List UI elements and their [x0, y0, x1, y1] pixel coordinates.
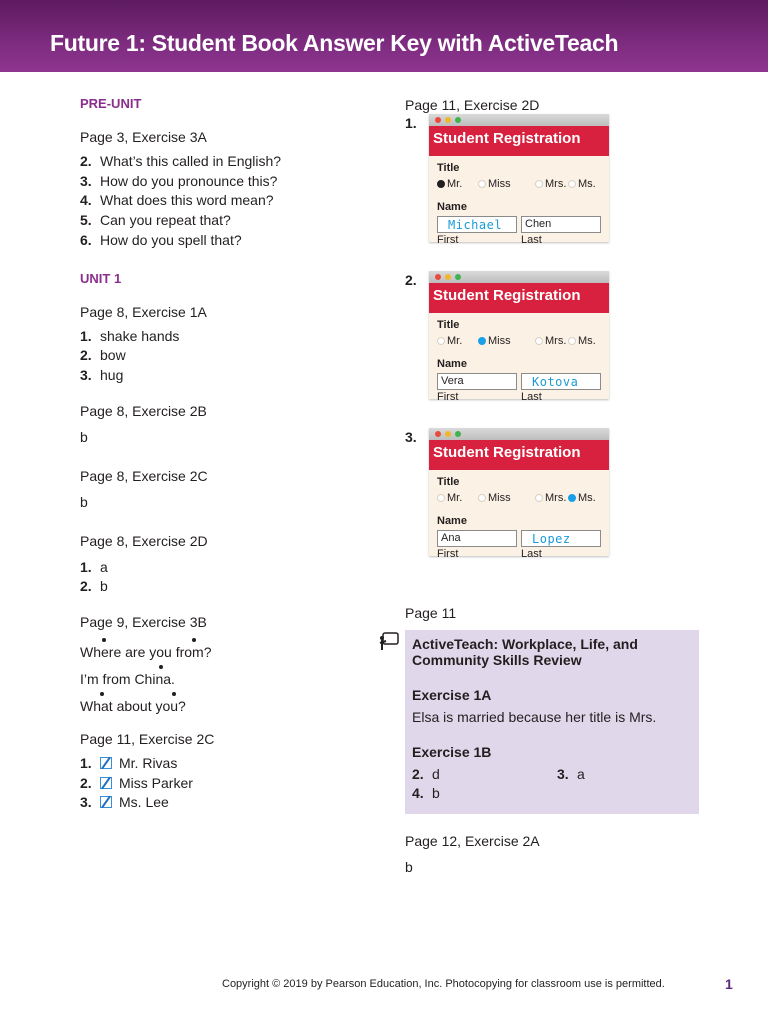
window-close-dot-icon — [435, 274, 441, 280]
radio-empty-icon — [478, 494, 486, 502]
exercise-heading: Page 3, Exercise 3A — [80, 129, 207, 145]
title-option-3: Mrs. — [535, 335, 566, 347]
first-name-field: Vera — [437, 373, 517, 390]
radio-empty-icon — [568, 337, 576, 345]
window-chrome — [429, 271, 609, 283]
list-item: 4. b — [412, 785, 440, 801]
window-minimize-dot-icon — [445, 117, 451, 123]
exercise-1b-answers — [412, 765, 699, 805]
form-header: Student Registration — [429, 440, 609, 470]
checkbox-checked-icon — [100, 796, 112, 808]
form-header: Student Registration — [429, 126, 609, 156]
registration-form-row — [405, 245, 725, 402]
exercise-heading: Exercise 1B — [412, 744, 492, 760]
window-chrome — [429, 428, 609, 440]
radio-empty-icon — [437, 337, 445, 345]
list-item: 3. a — [557, 766, 585, 782]
exercise-heading: Page 8, Exercise 2B — [80, 402, 207, 419]
window-minimize-dot-icon — [445, 431, 451, 437]
stress-dot-icon — [192, 638, 196, 642]
stress-line: I’m from China. — [80, 662, 370, 689]
title-option-1: Mr. — [437, 492, 462, 504]
page-number: 1 — [725, 976, 733, 992]
page11-section — [405, 604, 725, 801]
first-caption: First — [437, 234, 459, 246]
list-item: 2. d — [412, 766, 440, 782]
last-caption: Last — [521, 391, 542, 403]
stress-line: What about you? — [80, 689, 370, 716]
radio-empty-icon — [568, 180, 576, 188]
last-name-field: Lopez — [521, 530, 601, 547]
review-box-title: ActiveTeach: Workplace, Life, and Community Skills Review — [412, 636, 638, 668]
last-caption: Last — [521, 234, 542, 246]
list-item: 2. b — [80, 578, 108, 595]
title-option-3: Mrs. — [535, 178, 566, 190]
exercise-heading: Page 12, Exercise 2A — [405, 833, 540, 849]
radio-selected-icon — [478, 337, 486, 345]
copyright-footer: Copyright © 2019 by Pearson Education, Inc. Photocopying for classroom use is permitted. — [222, 978, 665, 990]
title-option-2: Miss — [478, 335, 511, 347]
stress-dot-icon — [102, 638, 106, 642]
answer: b — [80, 428, 88, 445]
exercise-2a-page12 — [405, 832, 540, 877]
title-option-2: Miss — [478, 492, 511, 504]
checkbox-checked-icon — [100, 757, 112, 769]
list-item: 2. bow — [80, 347, 126, 364]
activeteach-review-box — [405, 630, 699, 814]
answer: b — [80, 493, 88, 510]
radio-selected-icon — [437, 180, 445, 188]
title-label: Title — [437, 162, 460, 174]
answer: Elsa is married because her title is Mrs. — [412, 709, 657, 725]
list-item: 3. How do you pronounce this? — [80, 172, 278, 189]
radio-empty-icon — [478, 180, 486, 188]
window-close-dot-icon — [435, 431, 441, 437]
last-name-field: Kotova — [521, 373, 601, 390]
list-item: 2. Miss Parker — [80, 774, 193, 791]
page-title: Future 1: Student Book Answer Key with ActiveTeach — [50, 30, 619, 56]
exercise-1a — [80, 303, 370, 386]
registration-form-card — [429, 114, 609, 246]
unit1-title: UNIT 1 — [80, 270, 122, 286]
preunit-title: PRE-UNIT — [80, 96, 142, 111]
list-item: 5. Can you repeat that? — [80, 212, 231, 229]
first-caption: First — [437, 548, 459, 560]
first-name-field: Ana — [437, 530, 517, 547]
right-column — [405, 96, 725, 875]
title-option-4: Ms. — [568, 335, 596, 347]
title-option-4: Ms. — [568, 492, 596, 504]
exercise-2c — [80, 467, 370, 512]
registration-forms — [405, 88, 725, 559]
left-column — [80, 96, 370, 827]
radio-empty-icon — [535, 180, 543, 188]
window-maximize-dot-icon — [455, 274, 461, 280]
activeteach-icon — [378, 630, 400, 652]
title-label: Title — [437, 319, 460, 331]
exercise-2d — [80, 532, 370, 597]
list-item: 6. How do you spell that? — [80, 231, 242, 248]
exercise-2c-page11 — [80, 730, 370, 813]
first-caption: First — [437, 391, 459, 403]
exercise-3a — [80, 128, 370, 251]
form-number: 3. — [405, 429, 417, 445]
title-option-3: Mrs. — [535, 492, 566, 504]
list-item: 1. shake hands — [80, 327, 180, 344]
window-close-dot-icon — [435, 117, 441, 123]
exercise-heading: Page 8, Exercise 2D — [80, 532, 208, 549]
answer: b — [405, 859, 413, 875]
list-item: 2. What’s this called in English? — [80, 153, 282, 169]
stress-dot-icon — [159, 665, 163, 669]
stress-dot-icon — [100, 692, 104, 696]
registration-form-card — [429, 271, 609, 403]
checkbox-checked-icon — [100, 777, 112, 789]
exercise-3b — [80, 613, 370, 716]
window-minimize-dot-icon — [445, 274, 451, 280]
stress-line: Where are you from? — [80, 635, 370, 662]
list-item: 3. Ms. Lee — [80, 794, 169, 811]
list-item: 1. a — [80, 558, 108, 575]
form-number: 1. — [405, 115, 417, 131]
registration-form-row — [405, 88, 725, 245]
title-label: Title — [437, 476, 460, 488]
title-option-1: Mr. — [437, 178, 462, 190]
exercise-heading: Exercise 1A — [412, 687, 492, 703]
window-maximize-dot-icon — [455, 431, 461, 437]
title-option-4: Ms. — [568, 178, 596, 190]
form-header: Student Registration — [429, 283, 609, 313]
list-item: 3. hug — [80, 366, 124, 383]
exercise-heading: Page 11, Exercise 2D — [405, 97, 540, 113]
radio-empty-icon — [535, 494, 543, 502]
exercise-heading: Page 8, Exercise 1A — [80, 303, 207, 320]
title-option-1: Mr. — [437, 335, 462, 347]
window-chrome — [429, 114, 609, 126]
radio-empty-icon — [437, 494, 445, 502]
name-label: Name — [437, 515, 467, 527]
list-item: 4. What does this word mean? — [80, 192, 274, 209]
name-label: Name — [437, 201, 467, 213]
exercise-heading: Page 11 — [405, 605, 457, 621]
list-item: 1. Mr. Rivas — [80, 755, 178, 772]
form-number: 2. — [405, 272, 417, 288]
window-maximize-dot-icon — [455, 117, 461, 123]
first-name-field: Michael — [437, 216, 517, 233]
registration-form-card — [429, 428, 609, 560]
registration-form-row — [405, 402, 725, 559]
radio-selected-icon — [568, 494, 576, 502]
exercise-2b — [80, 402, 370, 447]
last-caption: Last — [521, 548, 542, 560]
exercise-heading: Page 8, Exercise 2C — [80, 467, 208, 484]
exercise-heading: Page 11, Exercise 2C — [80, 731, 215, 748]
radio-empty-icon — [535, 337, 543, 345]
stress-dot-icon — [172, 692, 176, 696]
last-name-field: Chen — [521, 216, 601, 233]
name-label: Name — [437, 358, 467, 370]
page-banner — [0, 0, 768, 72]
exercise-heading: Page 9, Exercise 3B — [80, 614, 207, 631]
title-option-2: Miss — [478, 178, 511, 190]
